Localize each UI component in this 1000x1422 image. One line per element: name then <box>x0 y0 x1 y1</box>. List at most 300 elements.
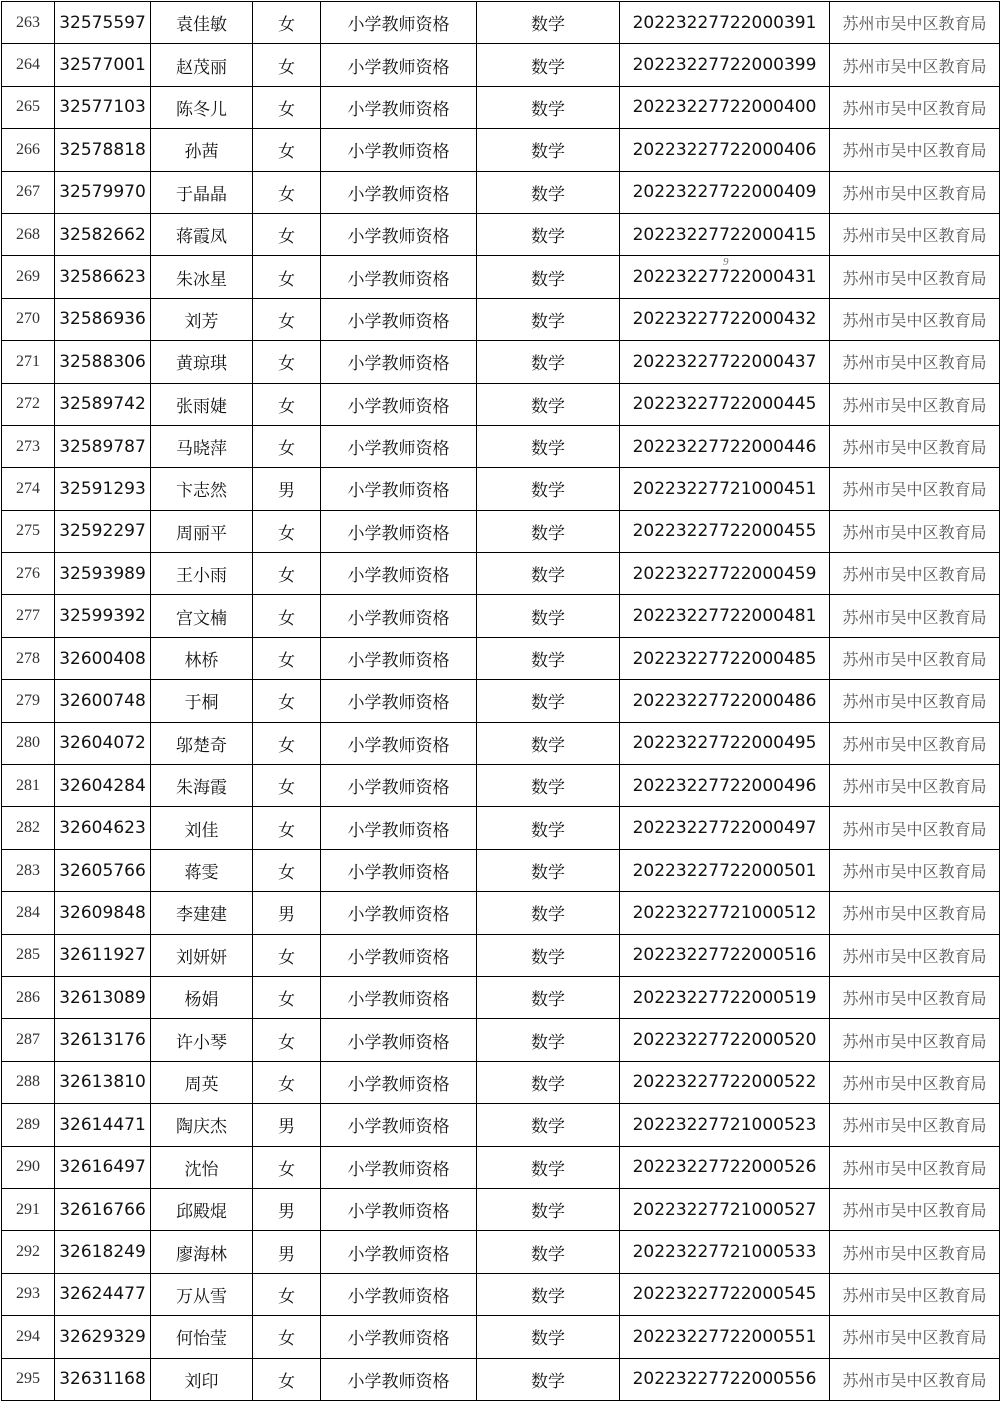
subject-cell: 数学 <box>477 807 620 849</box>
id-cell: 32582662 <box>55 213 151 255</box>
qualification-cell: 小学教师资格 <box>321 383 477 425</box>
cert-no-cell: 20223227722000519 <box>620 976 830 1018</box>
table-row <box>2 129 1000 171</box>
subject-cell: 数学 <box>477 595 620 637</box>
gender-cell: 男 <box>253 892 321 934</box>
table-row <box>2 213 1000 255</box>
name-cell: 朱海霞 <box>151 765 253 807</box>
qualification-cell: 小学教师资格 <box>321 849 477 891</box>
org-cell: 苏州市吴中区教育局 <box>830 86 1000 128</box>
table-row <box>2 765 1000 807</box>
subject-cell: 数学 <box>477 637 620 679</box>
subject-cell: 数学 <box>477 765 620 807</box>
subject-cell: 数学 <box>477 934 620 976</box>
qualification-cell: 小学教师资格 <box>321 510 477 552</box>
org-cell: 苏州市吴中区教育局 <box>830 1019 1000 1061</box>
seq-cell: 275 <box>2 510 55 552</box>
seq-cell: 293 <box>2 1273 55 1315</box>
gender-cell: 女 <box>253 129 321 171</box>
seq-cell: 273 <box>2 425 55 467</box>
table-row <box>2 680 1000 722</box>
table-row <box>2 510 1000 552</box>
table-row <box>2 425 1000 467</box>
qualification-cell: 小学教师资格 <box>321 553 477 595</box>
cert-no-cell: 20223227722000501 <box>620 849 830 891</box>
name-cell: 蒋雯 <box>151 849 253 891</box>
table-row <box>2 44 1000 86</box>
id-cell: 32586623 <box>55 256 151 298</box>
id-cell: 32613810 <box>55 1061 151 1103</box>
org-cell: 苏州市吴中区教育局 <box>830 468 1000 510</box>
subject-cell: 数学 <box>477 1104 620 1146</box>
subject-cell: 数学 <box>477 510 620 552</box>
cert-no-cell: 20223227722000409 <box>620 171 830 213</box>
org-cell: 苏州市吴中区教育局 <box>830 849 1000 891</box>
org-cell: 苏州市吴中区教育局 <box>830 425 1000 467</box>
org-cell: 苏州市吴中区教育局 <box>830 1188 1000 1230</box>
name-cell: 蒋霞凤 <box>151 213 253 255</box>
seq-cell: 276 <box>2 553 55 595</box>
id-cell: 32593989 <box>55 553 151 595</box>
subject-cell: 数学 <box>477 1316 620 1358</box>
subject-cell: 数学 <box>477 129 620 171</box>
seq-cell: 277 <box>2 595 55 637</box>
name-cell: 朱冰星 <box>151 256 253 298</box>
name-cell: 陶庆杰 <box>151 1104 253 1146</box>
qualification-cell: 小学教师资格 <box>321 892 477 934</box>
roster-body <box>2 2 1000 1401</box>
cert-no-cell: 20223227722000486 <box>620 680 830 722</box>
id-cell: 32591293 <box>55 468 151 510</box>
name-cell: 马晓萍 <box>151 425 253 467</box>
qualification-cell: 小学教师资格 <box>321 171 477 213</box>
qualification-cell: 小学教师资格 <box>321 129 477 171</box>
gender-cell: 女 <box>253 510 321 552</box>
cert-no-cell: 20223227722000485 <box>620 637 830 679</box>
roster-sheet <box>1 1 999 1401</box>
name-cell: 于晶晶 <box>151 171 253 213</box>
org-cell: 苏州市吴中区教育局 <box>830 892 1000 934</box>
table-row <box>2 1061 1000 1103</box>
id-cell: 32631168 <box>55 1358 151 1400</box>
qualification-cell: 小学教师资格 <box>321 1104 477 1146</box>
gender-cell: 女 <box>253 595 321 637</box>
name-cell: 张雨婕 <box>151 383 253 425</box>
gender-cell: 女 <box>253 1273 321 1315</box>
table-row <box>2 1019 1000 1061</box>
cert-no-cell: 20223227722000516 <box>620 934 830 976</box>
cert-no-cell: 20223227721000451 <box>620 468 830 510</box>
id-cell: 32604623 <box>55 807 151 849</box>
subject-cell: 数学 <box>477 892 620 934</box>
table-row <box>2 807 1000 849</box>
gender-cell: 女 <box>253 2 321 44</box>
qualification-cell: 小学教师资格 <box>321 1061 477 1103</box>
name-cell: 赵茂丽 <box>151 44 253 86</box>
qualification-cell: 小学教师资格 <box>321 44 477 86</box>
cert-no-cell: 20223227722000391 <box>620 2 830 44</box>
gender-cell: 男 <box>253 1188 321 1230</box>
seq-cell: 287 <box>2 1019 55 1061</box>
id-cell: 32605766 <box>55 849 151 891</box>
id-cell: 32600748 <box>55 680 151 722</box>
subject-cell: 数学 <box>477 256 620 298</box>
gender-cell: 男 <box>253 468 321 510</box>
table-row <box>2 298 1000 340</box>
gender-cell: 女 <box>253 425 321 467</box>
roster-table <box>1 1 1000 1401</box>
id-cell: 32589742 <box>55 383 151 425</box>
subject-cell: 数学 <box>477 341 620 383</box>
qualification-cell: 小学教师资格 <box>321 807 477 849</box>
table-row <box>2 171 1000 213</box>
cert-no-cell: 20223227721000523 <box>620 1104 830 1146</box>
id-cell: 32586936 <box>55 298 151 340</box>
org-cell: 苏州市吴中区教育局 <box>830 256 1000 298</box>
table-row <box>2 1316 1000 1358</box>
id-cell: 32599392 <box>55 595 151 637</box>
qualification-cell: 小学教师资格 <box>321 1316 477 1358</box>
cert-no-cell: 20223227722000495 <box>620 722 830 764</box>
qualification-cell: 小学教师资格 <box>321 1358 477 1400</box>
table-row <box>2 934 1000 976</box>
cert-no-cell: 20223227722000526 <box>620 1146 830 1188</box>
seq-cell: 285 <box>2 934 55 976</box>
gender-cell: 女 <box>253 553 321 595</box>
name-cell: 刘印 <box>151 1358 253 1400</box>
cert-no-cell: 20223227722000432 <box>620 298 830 340</box>
name-cell: 袁佳敏 <box>151 2 253 44</box>
qualification-cell: 小学教师资格 <box>321 213 477 255</box>
qualification-cell: 小学教师资格 <box>321 298 477 340</box>
id-cell: 32609848 <box>55 892 151 934</box>
org-cell: 苏州市吴中区教育局 <box>830 765 1000 807</box>
subject-cell: 数学 <box>477 171 620 213</box>
table-row <box>2 892 1000 934</box>
qualification-cell: 小学教师资格 <box>321 1231 477 1273</box>
name-cell: 陈冬儿 <box>151 86 253 128</box>
id-cell: 32614471 <box>55 1104 151 1146</box>
gender-cell: 女 <box>253 765 321 807</box>
cert-no-cell: 20223227722000415 <box>620 213 830 255</box>
name-cell: 刘芳 <box>151 298 253 340</box>
subject-cell: 数学 <box>477 2 620 44</box>
cert-no-cell: 20223227722000551 <box>620 1316 830 1358</box>
table-row <box>2 341 1000 383</box>
cert-no-cell: 20223227722000481 <box>620 595 830 637</box>
seq-cell: 271 <box>2 341 55 383</box>
qualification-cell: 小学教师资格 <box>321 595 477 637</box>
cert-no-cell: 20223227721000512 <box>620 892 830 934</box>
qualification-cell: 小学教师资格 <box>321 637 477 679</box>
table-row <box>2 1358 1000 1400</box>
subject-cell: 数学 <box>477 425 620 467</box>
subject-cell: 数学 <box>477 976 620 1018</box>
org-cell: 苏州市吴中区教育局 <box>830 1104 1000 1146</box>
org-cell: 苏州市吴中区教育局 <box>830 341 1000 383</box>
id-cell: 32611927 <box>55 934 151 976</box>
seq-cell: 263 <box>2 2 55 44</box>
name-cell: 周英 <box>151 1061 253 1103</box>
org-cell: 苏州市吴中区教育局 <box>830 807 1000 849</box>
cert-no-cell: 20223227722000445 <box>620 383 830 425</box>
org-cell: 苏州市吴中区教育局 <box>830 553 1000 595</box>
subject-cell: 数学 <box>477 722 620 764</box>
cert-no-cell: 20223227722000399 <box>620 44 830 86</box>
name-cell: 周丽平 <box>151 510 253 552</box>
org-cell: 苏州市吴中区教育局 <box>830 1358 1000 1400</box>
cert-no-cell: 20223227722000455 <box>620 510 830 552</box>
table-row <box>2 1273 1000 1315</box>
qualification-cell: 小学教师资格 <box>321 976 477 1018</box>
gender-cell: 女 <box>253 1316 321 1358</box>
name-cell: 李建建 <box>151 892 253 934</box>
seq-cell: 291 <box>2 1188 55 1230</box>
name-cell: 廖海林 <box>151 1231 253 1273</box>
subject-cell: 数学 <box>477 1188 620 1230</box>
seq-cell: 281 <box>2 765 55 807</box>
name-cell: 黄琼琪 <box>151 341 253 383</box>
seq-cell: 264 <box>2 44 55 86</box>
id-cell: 32613089 <box>55 976 151 1018</box>
gender-cell: 女 <box>253 1019 321 1061</box>
gender-cell: 女 <box>253 256 321 298</box>
subject-cell: 数学 <box>477 383 620 425</box>
seq-cell: 284 <box>2 892 55 934</box>
seq-cell: 266 <box>2 129 55 171</box>
subject-cell: 数学 <box>477 213 620 255</box>
gender-cell: 女 <box>253 171 321 213</box>
name-cell: 王小雨 <box>151 553 253 595</box>
qualification-cell: 小学教师资格 <box>321 86 477 128</box>
qualification-cell: 小学教师资格 <box>321 1019 477 1061</box>
seq-cell: 288 <box>2 1061 55 1103</box>
table-row <box>2 256 1000 298</box>
qualification-cell: 小学教师资格 <box>321 722 477 764</box>
name-cell: 孙茜 <box>151 129 253 171</box>
cert-no-cell: 20223227721000533 <box>620 1231 830 1273</box>
cert-no-cell: 20223227722000556 <box>620 1358 830 1400</box>
id-cell: 32578818 <box>55 129 151 171</box>
subject-cell: 数学 <box>477 1231 620 1273</box>
seq-cell: 269 <box>2 256 55 298</box>
id-cell: 32616497 <box>55 1146 151 1188</box>
gender-cell: 女 <box>253 976 321 1018</box>
cert-no-cell: 20223227722000437 <box>620 341 830 383</box>
table-row <box>2 1231 1000 1273</box>
subject-cell: 数学 <box>477 468 620 510</box>
table-row <box>2 1188 1000 1230</box>
id-cell: 32592297 <box>55 510 151 552</box>
seq-cell: 265 <box>2 86 55 128</box>
gender-cell: 女 <box>253 849 321 891</box>
gender-cell: 女 <box>253 637 321 679</box>
table-row <box>2 468 1000 510</box>
seq-cell: 267 <box>2 171 55 213</box>
table-row <box>2 976 1000 1018</box>
gender-cell: 女 <box>253 680 321 722</box>
seq-cell: 279 <box>2 680 55 722</box>
table-row <box>2 595 1000 637</box>
gender-cell: 女 <box>253 934 321 976</box>
org-cell: 苏州市吴中区教育局 <box>830 1231 1000 1273</box>
id-cell: 32629329 <box>55 1316 151 1358</box>
org-cell: 苏州市吴中区教育局 <box>830 171 1000 213</box>
id-cell: 32600408 <box>55 637 151 679</box>
seq-cell: 283 <box>2 849 55 891</box>
table-row <box>2 2 1000 44</box>
cert-no-cell: 20223227721000527 <box>620 1188 830 1230</box>
org-cell: 苏州市吴中区教育局 <box>830 1146 1000 1188</box>
table-row <box>2 1146 1000 1188</box>
cert-no-cell: 20223227722000431 <box>620 256 830 298</box>
org-cell: 苏州市吴中区教育局 <box>830 934 1000 976</box>
seq-cell: 290 <box>2 1146 55 1188</box>
gender-cell: 女 <box>253 807 321 849</box>
id-cell: 32618249 <box>55 1231 151 1273</box>
subject-cell: 数学 <box>477 1358 620 1400</box>
qualification-cell: 小学教师资格 <box>321 680 477 722</box>
name-cell: 何怡莹 <box>151 1316 253 1358</box>
table-row <box>2 1104 1000 1146</box>
seq-cell: 274 <box>2 468 55 510</box>
org-cell: 苏州市吴中区教育局 <box>830 213 1000 255</box>
name-cell: 于桐 <box>151 680 253 722</box>
cert-no-cell: 20223227722000520 <box>620 1019 830 1061</box>
name-cell: 沈怡 <box>151 1146 253 1188</box>
org-cell: 苏州市吴中区教育局 <box>830 595 1000 637</box>
seq-cell: 268 <box>2 213 55 255</box>
name-cell: 邱殿焜 <box>151 1188 253 1230</box>
id-cell: 32577103 <box>55 86 151 128</box>
subject-cell: 数学 <box>477 86 620 128</box>
seq-cell: 294 <box>2 1316 55 1358</box>
table-row <box>2 849 1000 891</box>
cert-no-cell: 20223227722000497 <box>620 807 830 849</box>
qualification-cell: 小学教师资格 <box>321 934 477 976</box>
name-cell: 万从雪 <box>151 1273 253 1315</box>
name-cell: 许小琴 <box>151 1019 253 1061</box>
org-cell: 苏州市吴中区教育局 <box>830 722 1000 764</box>
id-cell: 32579970 <box>55 171 151 213</box>
gender-cell: 男 <box>253 1104 321 1146</box>
seq-cell: 270 <box>2 298 55 340</box>
name-cell: 杨娟 <box>151 976 253 1018</box>
gender-cell: 女 <box>253 1358 321 1400</box>
subject-cell: 数学 <box>477 298 620 340</box>
qualification-cell: 小学教师资格 <box>321 1188 477 1230</box>
name-cell: 林桥 <box>151 637 253 679</box>
id-cell: 32588306 <box>55 341 151 383</box>
table-row <box>2 383 1000 425</box>
id-cell: 32575597 <box>55 2 151 44</box>
subject-cell: 数学 <box>477 1273 620 1315</box>
org-cell: 苏州市吴中区教育局 <box>830 44 1000 86</box>
gender-cell: 女 <box>253 341 321 383</box>
qualification-cell: 小学教师资格 <box>321 425 477 467</box>
name-cell: 刘妍妍 <box>151 934 253 976</box>
name-cell: 卞志然 <box>151 468 253 510</box>
subject-cell: 数学 <box>477 1019 620 1061</box>
stray-mark: 9 <box>723 256 729 268</box>
qualification-cell: 小学教师资格 <box>321 2 477 44</box>
seq-cell: 295 <box>2 1358 55 1400</box>
subject-cell: 数学 <box>477 1146 620 1188</box>
id-cell: 32577001 <box>55 44 151 86</box>
table-row <box>2 86 1000 128</box>
cert-no-cell: 20223227722000400 <box>620 86 830 128</box>
gender-cell: 女 <box>253 722 321 764</box>
name-cell: 邬楚奇 <box>151 722 253 764</box>
org-cell: 苏州市吴中区教育局 <box>830 2 1000 44</box>
org-cell: 苏州市吴中区教育局 <box>830 976 1000 1018</box>
org-cell: 苏州市吴中区教育局 <box>830 298 1000 340</box>
cert-no-cell: 20223227722000496 <box>620 765 830 807</box>
org-cell: 苏州市吴中区教育局 <box>830 510 1000 552</box>
seq-cell: 272 <box>2 383 55 425</box>
gender-cell: 男 <box>253 1231 321 1273</box>
id-cell: 32604072 <box>55 722 151 764</box>
qualification-cell: 小学教师资格 <box>321 1146 477 1188</box>
table-row <box>2 722 1000 764</box>
cert-no-cell: 20223227722000406 <box>620 129 830 171</box>
seq-cell: 280 <box>2 722 55 764</box>
gender-cell: 女 <box>253 44 321 86</box>
name-cell: 宫文楠 <box>151 595 253 637</box>
cert-no-cell: 20223227722000522 <box>620 1061 830 1103</box>
seq-cell: 282 <box>2 807 55 849</box>
qualification-cell: 小学教师资格 <box>321 468 477 510</box>
gender-cell: 女 <box>253 383 321 425</box>
seq-cell: 278 <box>2 637 55 679</box>
org-cell: 苏州市吴中区教育局 <box>830 1061 1000 1103</box>
gender-cell: 女 <box>253 298 321 340</box>
qualification-cell: 小学教师资格 <box>321 765 477 807</box>
org-cell: 苏州市吴中区教育局 <box>830 680 1000 722</box>
org-cell: 苏州市吴中区教育局 <box>830 637 1000 679</box>
name-cell: 刘佳 <box>151 807 253 849</box>
seq-cell: 289 <box>2 1104 55 1146</box>
id-cell: 32624477 <box>55 1273 151 1315</box>
subject-cell: 数学 <box>477 44 620 86</box>
gender-cell: 女 <box>253 1146 321 1188</box>
cert-no-cell: 20223227722000446 <box>620 425 830 467</box>
id-cell: 32604284 <box>55 765 151 807</box>
gender-cell: 女 <box>253 1061 321 1103</box>
cert-no-cell: 20223227722000459 <box>620 553 830 595</box>
subject-cell: 数学 <box>477 553 620 595</box>
subject-cell: 数学 <box>477 849 620 891</box>
org-cell: 苏州市吴中区教育局 <box>830 129 1000 171</box>
subject-cell: 数学 <box>477 680 620 722</box>
qualification-cell: 小学教师资格 <box>321 1273 477 1315</box>
qualification-cell: 小学教师资格 <box>321 256 477 298</box>
gender-cell: 女 <box>253 86 321 128</box>
gender-cell: 女 <box>253 213 321 255</box>
org-cell: 苏州市吴中区教育局 <box>830 1273 1000 1315</box>
cert-no-cell: 20223227722000545 <box>620 1273 830 1315</box>
org-cell: 苏州市吴中区教育局 <box>830 1316 1000 1358</box>
table-row <box>2 553 1000 595</box>
table-row <box>2 637 1000 679</box>
seq-cell: 286 <box>2 976 55 1018</box>
id-cell: 32616766 <box>55 1188 151 1230</box>
org-cell: 苏州市吴中区教育局 <box>830 383 1000 425</box>
subject-cell: 数学 <box>477 1061 620 1103</box>
id-cell: 32589787 <box>55 425 151 467</box>
seq-cell: 292 <box>2 1231 55 1273</box>
qualification-cell: 小学教师资格 <box>321 341 477 383</box>
